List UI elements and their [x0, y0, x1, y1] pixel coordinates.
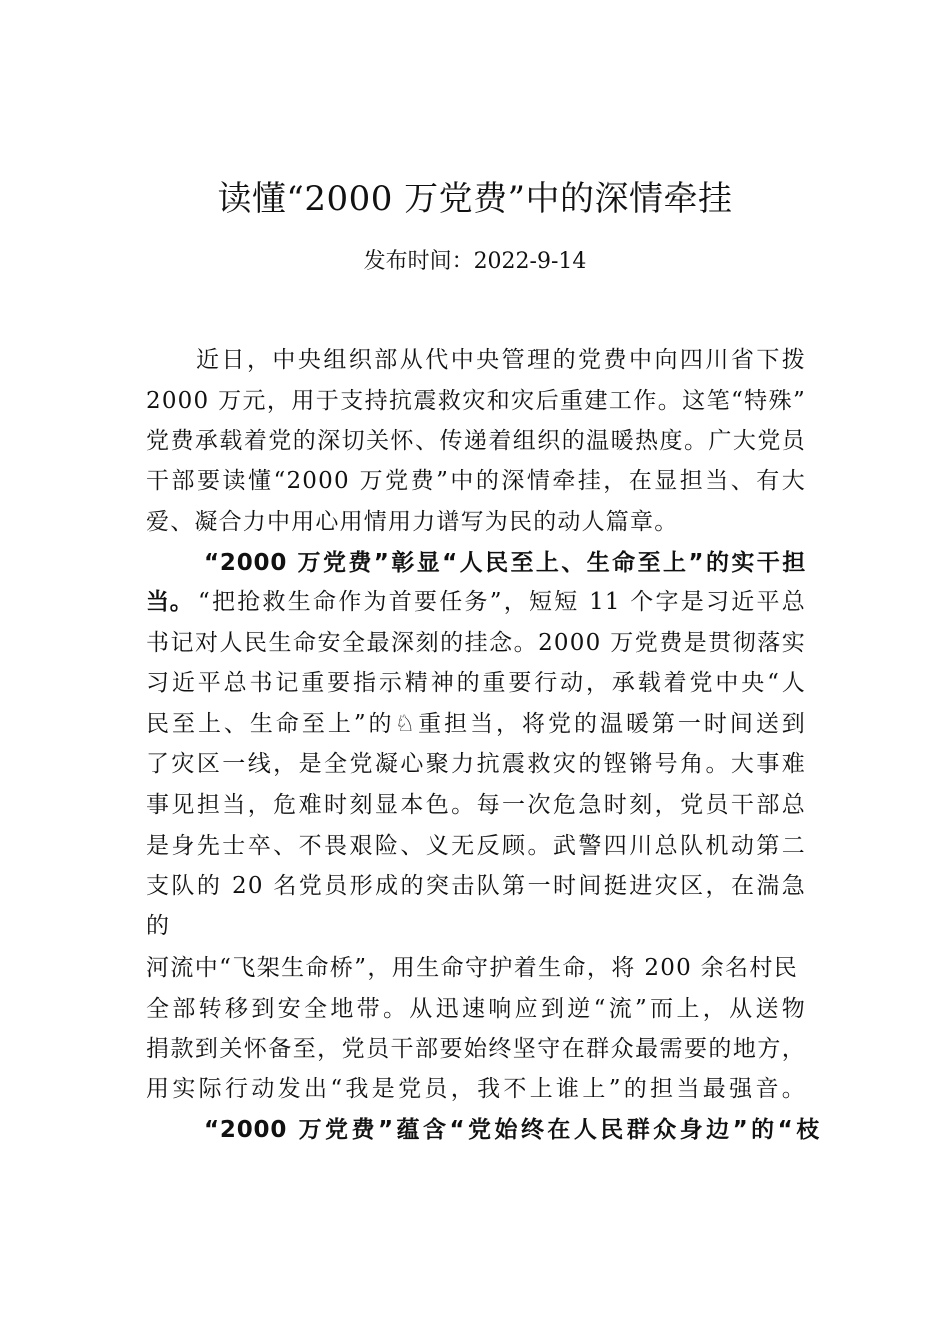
paragraph-line: 近日，中央组织部从代中央管理的党费中向四川省下拨	[196, 347, 806, 373]
section-heading: “2000 万党费”彰显“人民至上、生命至上”的实干担	[204, 550, 806, 576]
paragraph-line: 全部转移到安全地带。从迅速响应到逆“流”而上，从送物	[146, 996, 806, 1022]
paragraph-line: 支队的 20 名党员形成的突击队第一时间挺进灾区，在湍急	[146, 873, 806, 899]
paragraph-line: 河流中“飞架生命桥”，用生命守护着生命，将 200 余名村民	[146, 955, 798, 981]
paragraph-line: 了灾区一线，是全党凝心聚力抗震救灾的铿锵号角。大事难	[146, 751, 806, 777]
section-heading-end: 当。	[146, 589, 194, 615]
paragraph-line: 2000 万元，用于支持抗震救灾和灾后重建工作。这笔“特殊”	[146, 388, 806, 414]
paragraph-line: 党费承载着党的深切关怀、传递着组织的温暖热度。广大党员	[146, 428, 806, 454]
paragraph-line: 干部要读懂“2000 万党费”中的深情牵挂，在显担当、有大	[146, 468, 806, 494]
article-title: 读懂“2000 万党费”中的深情牵挂	[217, 179, 733, 219]
paragraph-line: 用实际行动发出“我是党员，我不上谁上”的担当最强音。	[146, 1076, 806, 1102]
paragraph-line: 捐款到关怀备至，党员干部要始终坚守在群众最需要的地方，	[146, 1036, 806, 1062]
paragraph-line: 的	[146, 913, 171, 939]
paragraph-line: 书记对人民生命安全最深刻的挂念。2000 万党费是贯彻落实	[146, 630, 806, 656]
section-heading: “2000 万党费”蕴含“党始终在人民群众身边”的“枝	[204, 1117, 820, 1143]
paragraph-line: 民至上、生命至上”的♘重担当，将党的温暖第一时间送到	[146, 711, 806, 737]
paragraph-line: 爱、凝合力中用心用情用力谱写为民的动人篇章。	[146, 509, 679, 535]
paragraph-line: 事见担当，危难时刻显本色。每一次危急时刻，党员干部总	[146, 792, 806, 818]
publish-date: 发布时间：2022-9-14	[363, 249, 587, 274]
paragraph-line: 习近平总书记重要指示精神的重要行动，承载着党中央“人	[146, 670, 806, 696]
paragraph-line: 是身先士卒、不畏艰险、义无反顾。武警四川总队机动第二	[146, 833, 806, 859]
paragraph-line: “把抢救生命作为首要任务”，短短 11 个字是习近平总	[198, 589, 806, 615]
